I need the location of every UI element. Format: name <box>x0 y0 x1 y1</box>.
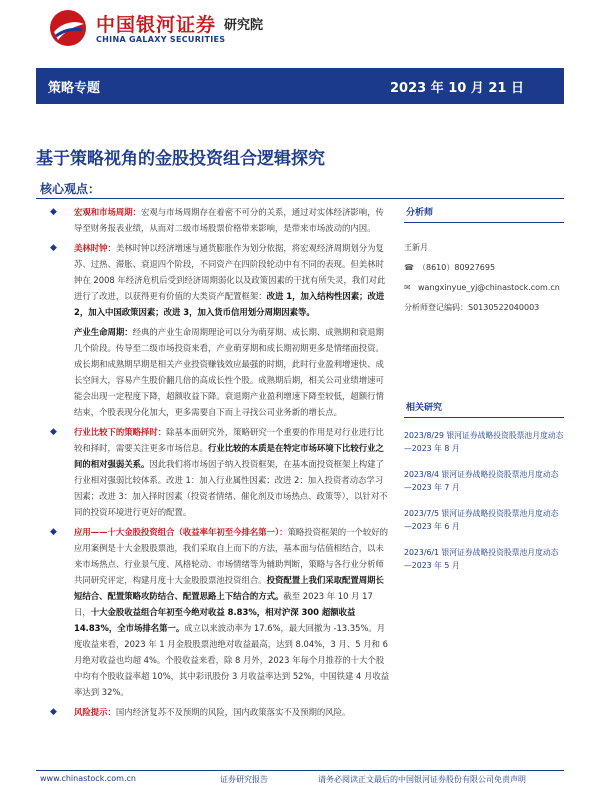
bullet-icon: ◆ <box>50 707 57 717</box>
section-risk: ◆ 风险提示：国内经济复苏不及预期的风险，国内政策落实不及预期的风险。 <box>40 704 390 720</box>
footer-disclaimer: 请务必阅读正文最后的中国银河证券股份有限公司免责声明 <box>318 775 526 784</box>
logo-text-en: CHINA GALAXY SECURITIES <box>96 35 226 44</box>
sidebar <box>404 204 564 586</box>
bullet-icon: ◆ <box>50 527 57 537</box>
divider <box>404 417 564 418</box>
bullet-icon: ◆ <box>50 427 57 437</box>
related-research-heading: 相关研究 <box>406 403 443 413</box>
footer-site[interactable]: www.chinastock.com.cn <box>40 774 136 783</box>
analyst-name: 王新月 <box>404 243 428 252</box>
logo-subtitle: 研究院 <box>224 18 264 33</box>
section-merrill-clock: ◆ 美林时钟：美林时钟以经济增速与通货膨胀作为划分依据，将宏观经济周期划分为复苏、过热、滞胀、衰退四个阶段，不同资产在四阶段轮动中有不同的表现。但美林时钟在 2008 年经济危机后受到经济周期弱化以及政策因素的干扰有所失灵，我们对此进行了改进，以获得更有价值的大类资产配置框架：改进 1，加入结构性因素；改进 2，加入中国政策因素；改进 3，加入货币信用划分周期因素等。 <box>40 240 390 320</box>
section-application: ◆ 应用——十大金股投资组合（收益率年初至今排名第一）：策略投资框架的一个较好的应用案例是十大金股股票池，我们采取自上而下的方法，基本面与估值相结合，以未来市场热点、行业景气度、风格轮动、市场情绪等为辅助判断，策略与各行业分析师共同研究评定，构建月度十大金股股票池投资组合。投资配置上我们采取配置周期长短结合、配置策略攻防结合、配置思路上下结合的方式。截至 2023 年 10 月 17 日，十大金股收益组合年初至今绝对收益 8.83%，相对沪深 300 超额收益 14.83%，全市场排名第一。成立以来波动率为 17.6%，最大回撤为 -13.35%。月度收益来看，2023 年 1 月金股股票池绝对收益最高，达到 8.04%，3 月、5 月和 6 月绝对收益也均超 4%。个股收益来看，除 8 月外，2023 年每个月推荐的十大个股中均有个股收益率超 10%，其中彩讯股份 3 月收益率达到 52%，中国铁建 4 月收益率达到 32%。 <box>40 524 390 700</box>
report-title: 基于策略视角的金股投资组合逻辑探究 <box>36 149 325 169</box>
analyst-email-row <box>404 281 564 295</box>
divider <box>36 198 564 199</box>
analyst-phone: （8610）80927695 <box>418 263 496 272</box>
report-banner <box>36 68 564 104</box>
related-research-item[interactable]: 2023/7/5 银河证券战略投资股票池月度动态—2023 年 6 月 <box>404 509 559 531</box>
report-header <box>0 0 600 62</box>
logo-text-cn: 中国银河证券 <box>96 14 217 36</box>
email-icon: ✉ <box>404 283 411 292</box>
related-research-item[interactable]: 2023/8/4 银河证券战略投资股票池月度动态—2023 年 7 月 <box>404 470 559 492</box>
galaxy-logo-icon <box>48 8 88 48</box>
analyst-phone-row <box>404 261 564 275</box>
main-content <box>40 204 390 724</box>
footer-report-type: 证券研究报告 <box>220 775 268 784</box>
section-industry-timing: ◆ 行业比较下的策略择时：除基本面研究外，策略研究一个重要的作用是对行业进行比较和择时，需要关注更多市场信息。行业比较的本质是在特定市场环境下比较行业之间的相对强弱关系。因此我们将市场因子纳入投资框架，在基本面投资框架上构建了行业相对强弱比较体系。改进 1：加入行业属性因素；改进 2：加入投资者动态学习因素；改进 3：加入择时因素（投资者情绪、催化剂及市场热点、政策等），以针对不同的投资环境进行更好的配置。 <box>40 424 390 520</box>
analyst-info <box>404 241 564 315</box>
section-industry-lifecycle: 产业生命周期：经典的产业生命周期理论可以分为萌芽期、成长期、成熟期和衰退期几个阶段。传导至二级市场投资来看，产业萌芽期和成长期初期更多是情绪面投资。成长期和成熟期早期是相关产业投资赚钱效应最强的时期，此时行业盈利增速快、成长空间大，容易产生股价翻几倍的高成长性个股。成熟期后期，相关公司业绩增速可能会出现一定程度下降，超额收益下降。衰退期产业盈利增速下降至较低，超额行情结束，个股表现分化加大，更多需要自下而上寻找公司业务新的增长点。 <box>74 327 384 417</box>
bullet-icon: ◆ <box>50 207 57 217</box>
phone-icon: ☎ <box>404 263 414 272</box>
related-research-item[interactable]: 2023/6/1 银河证券战略投资股票池月度动态—2023 年 5 月 <box>404 548 559 570</box>
bullet-icon: ◆ <box>50 243 57 253</box>
analyst-email[interactable]: wangxinyue_yj@chinastock.com.cn <box>418 283 560 292</box>
analyst-heading: 分析师 <box>406 208 434 218</box>
divider <box>404 222 564 223</box>
footer-divider <box>36 770 564 771</box>
analyst-license: 分析师登记编码：S0130522040003 <box>404 303 540 312</box>
report-date: 2023 年 10 月 21 日 <box>390 81 524 96</box>
related-research-item[interactable]: 2023/8/29 银河证券战略投资股票池月度动态—2023 年 8 月 <box>404 431 564 453</box>
core-viewpoints-heading: 核心观点： <box>40 182 101 196</box>
section-macro: ◆ 宏观和市场周期：宏观与市场周期存在着密不可分的关系，通过对实体经济影响，传导至财务报表业绩，从而对二级市场股票价格带来影响，是带来市场波动的内因。 <box>40 204 390 236</box>
report-category: 策略专题 <box>48 81 101 96</box>
